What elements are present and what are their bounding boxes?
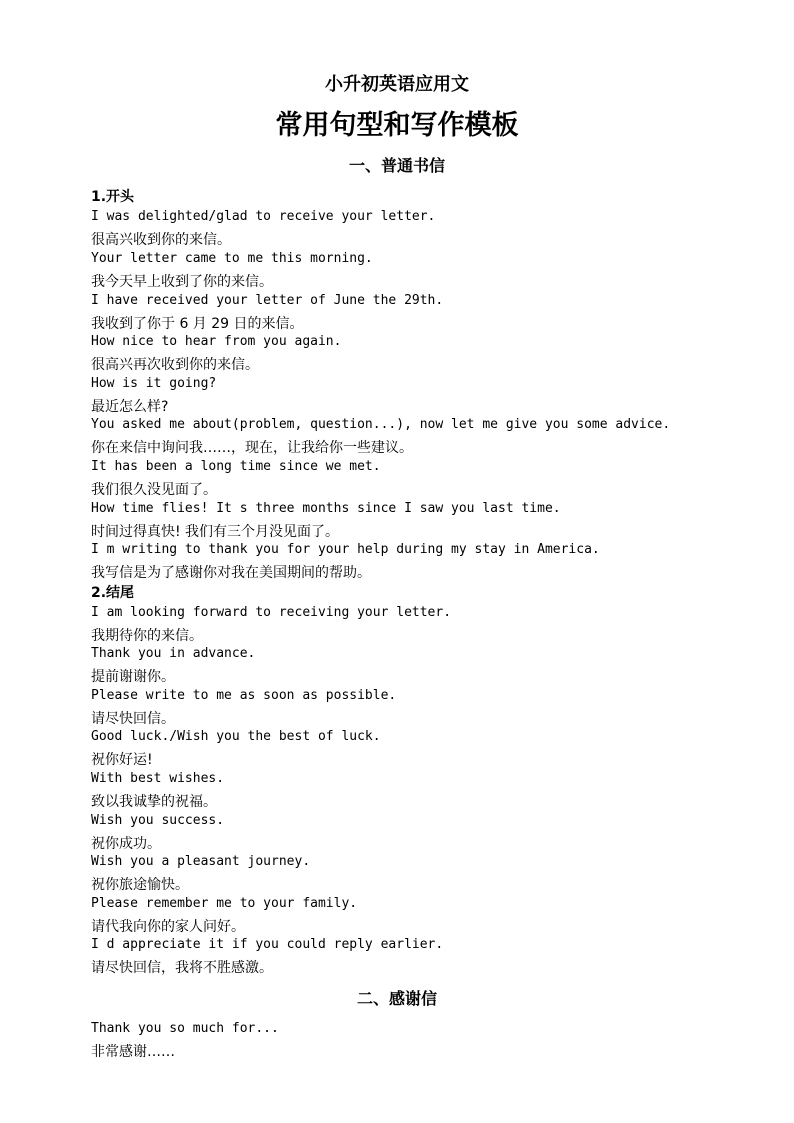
english-line: Please remember me to your family.	[91, 896, 358, 911]
english-line: Good luck./Wish you the best of luck.	[91, 729, 381, 744]
chinese-line: 祝你旅途愉快。	[91, 877, 189, 893]
english-line: Thank you in advance.	[91, 646, 256, 661]
chinese-line: 我期待你的来信。	[91, 628, 203, 644]
chinese-line: 致以我诚挚的祝福。	[91, 794, 217, 810]
english-line: Thank you so much for...	[91, 1021, 279, 1036]
chinese-line: 请尽快回信，我将不胜感激。	[91, 960, 273, 976]
section-heading-letters: 一、普通书信	[348, 156, 445, 175]
english-line: Wish you success.	[91, 813, 225, 828]
chinese-line: 很高兴收到你的来信。	[91, 232, 231, 248]
english-line: It has been a long time since we met.	[91, 459, 381, 474]
english-line: I have received your letter of June the 29th.	[91, 293, 444, 308]
section-heading-thank-you-letter: 二、感谢信	[356, 989, 437, 1008]
english-line: You asked me about(problem, question...), now let me give you some advice.	[91, 417, 671, 432]
chinese-line: 祝你成功。	[91, 836, 161, 852]
chinese-line: 非常感谢……	[91, 1044, 175, 1060]
chinese-line: 最近怎么样?	[91, 399, 169, 415]
chinese-line: 我收到了你于 6 月 29 日的来信。	[91, 316, 304, 332]
english-line: How is it going?	[91, 376, 217, 391]
english-line: I am looking forward to receiving your letter.	[91, 605, 452, 620]
document-title: 小升初英语应用文	[325, 74, 469, 95]
chinese-line: 我们很久没见面了。	[91, 482, 217, 498]
chinese-line: 我今天早上收到了你的来信。	[91, 274, 273, 290]
chinese-line: 很高兴再次收到你的来信。	[91, 357, 259, 373]
subsection-label-closing: 2.结尾	[91, 585, 135, 601]
english-line: I d appreciate it if you could reply earlier.	[91, 937, 444, 952]
english-line: How nice to hear from you again.	[91, 334, 342, 349]
chinese-line: 请尽快回信。	[91, 711, 175, 727]
english-line: Wish you a pleasant journey.	[91, 854, 311, 869]
english-line: Please write to me as soon as possible.	[91, 688, 397, 703]
chinese-line: 请代我向你的家人问好。	[91, 919, 245, 935]
document-subtitle: 常用句型和写作模板	[275, 110, 519, 141]
english-line: Your letter came to me this morning.	[91, 251, 373, 266]
subsection-label-opening: 1.开头	[91, 189, 135, 205]
english-line: I was delighted/glad to receive your letter.	[91, 209, 436, 224]
english-line: How time flies! It s three months since I saw you last time.	[91, 501, 561, 516]
chinese-line: 祝你好运!	[91, 752, 153, 768]
chinese-line: 我写信是为了感谢你对我在美国期间的帮助。	[91, 565, 371, 581]
chinese-line: 时间过得真快! 我们有三个月没见面了。	[91, 524, 340, 540]
english-line: I m writing to thank you for your help during my stay in America.	[91, 542, 600, 557]
chinese-line: 你在来信中询问我……，现在，让我给你一些建议。	[91, 440, 413, 456]
english-line: With best wishes.	[91, 771, 225, 786]
chinese-line: 提前谢谢你。	[91, 669, 175, 685]
